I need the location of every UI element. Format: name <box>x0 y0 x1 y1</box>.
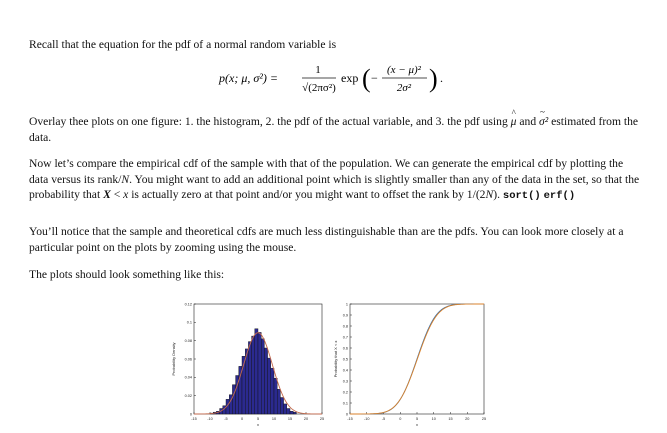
x-tick-label: 0 <box>399 417 402 421</box>
histogram-bar <box>261 339 264 414</box>
histogram-bar <box>255 329 258 414</box>
x-tick-label: 25 <box>481 417 487 421</box>
compare-paragraph: Now let’s compare the empirical cdf of the sample with that of the population. We can generate the empirical cdf by plotting the data versus its rank/N. You might want to add an additional point which is slightly smaller than any of the data in the set, so that the probability that X < x is actually zero at that point and/or you might want to offset the rank by 1/(2N). sort() erf() <box>29 157 640 202</box>
overlay-paragraph: Overlay thee plots on one figure: 1. the histogram, 2. the pdf of the actual variable, and 3. the pdf using ^ μ and ~ σ² estimated from the data. <box>29 114 644 145</box>
histogram-bar <box>290 411 293 414</box>
y-tick-label: 0.06 <box>184 357 192 362</box>
y-tick-label: 0 <box>189 412 192 417</box>
y-tick-label: 0.8 <box>342 324 348 329</box>
equation-minus: − <box>371 71 378 85</box>
histogram-bar <box>264 348 267 414</box>
x-tick-label: 10 <box>431 417 436 421</box>
y-tick-label: 0.1 <box>186 320 192 325</box>
equation-open-paren: ( <box>362 64 371 93</box>
histogram-bar <box>258 332 261 414</box>
equation-lhs: p(x; μ, σ²) = <box>219 71 278 85</box>
y-tick-label: 0.12 <box>184 302 192 307</box>
histogram-bar <box>277 389 280 414</box>
y-axis-label: Probability that X < x <box>333 340 338 378</box>
y-tick-label: 0.4 <box>342 368 348 373</box>
y-tick-label: 0.7 <box>342 335 348 340</box>
equation-exp: exp <box>341 71 359 85</box>
y-tick-label: 1 <box>345 302 348 307</box>
histogram-bar <box>274 378 277 414</box>
x-tick-label: 5 <box>256 417 260 421</box>
intro-paragraph: Recall that the equation for the pdf of a normal random variable is <box>29 38 337 51</box>
y-tick-label: 0.02 <box>184 393 192 398</box>
histogram-bar <box>239 366 242 414</box>
equation-frac2-den: 2σ² <box>396 82 412 94</box>
y-tick-label: 0.2 <box>342 390 348 395</box>
zoom-paragraph: You’ll notice that the sample and theoretical cdfs are much less distinguishable than are the pdfs. You can look more closely at a particular point on the plots by zooming using the mouse. <box>29 225 624 254</box>
y-tick-label: 0.9 <box>342 313 348 318</box>
y-tick-label: 0.08 <box>184 338 192 343</box>
code-erf: erf() <box>543 190 576 202</box>
histogram-pdf-chart <box>168 298 328 430</box>
x-tick-label: -5 <box>224 417 228 421</box>
x-tick-label: -10 <box>364 417 370 421</box>
histogram-bar <box>293 412 296 414</box>
histogram-bar <box>248 342 251 414</box>
equation-frac1-den: √(2πσ²) <box>302 82 336 94</box>
equation-frac2-num: (x − μ)² <box>387 64 421 76</box>
histogram-bar <box>232 385 235 414</box>
y-tick-label: 0.1 <box>342 401 348 406</box>
x-tick-label: -15 <box>191 417 197 421</box>
x-tick-label: -5 <box>381 417 386 421</box>
y-tick-label: 0.5 <box>342 357 348 362</box>
normal-pdf-equation <box>0 58 667 102</box>
equation-period: . <box>440 71 443 85</box>
histogram-bar <box>268 358 271 414</box>
x-tick-label: 10 <box>271 417 277 421</box>
x-axis-label: x <box>257 422 259 427</box>
y-tick-label: 0.3 <box>342 379 348 384</box>
y-tick-label: 0 <box>345 412 348 417</box>
y-tick-label: 0.6 <box>342 346 348 351</box>
x-axis-label: x <box>416 422 418 427</box>
x-tick-label: -10 <box>207 417 213 421</box>
x-tick-label: 15 <box>448 417 453 421</box>
histogram-bar <box>284 404 287 414</box>
x-tick-label: 20 <box>303 417 309 421</box>
histogram-bar <box>287 409 290 415</box>
sigma-hat: ~ σ² <box>539 114 548 130</box>
x-tick-label: 25 <box>319 417 325 421</box>
x-tick-label: -15 <box>347 417 353 421</box>
x-tick-label: 20 <box>465 417 470 421</box>
x-tick-label: 0 <box>240 417 244 421</box>
x-tick-label: 5 <box>415 417 419 421</box>
histogram-bar <box>280 398 283 415</box>
x-tick-label: 15 <box>287 417 293 421</box>
y-axis-label: Probability Density <box>171 342 176 376</box>
histogram-bar <box>252 336 255 414</box>
equation-close-paren: ) <box>429 64 438 93</box>
equation-frac1-num: 1 <box>315 64 321 76</box>
mu-hat: ^ μ <box>511 114 517 130</box>
code-sort: sort() <box>502 190 541 202</box>
look-paragraph: The plots should look something like this: <box>29 268 225 281</box>
histogram-bar <box>271 368 274 414</box>
y-tick-label: 0.04 <box>184 375 192 380</box>
cdf-chart <box>330 298 490 430</box>
